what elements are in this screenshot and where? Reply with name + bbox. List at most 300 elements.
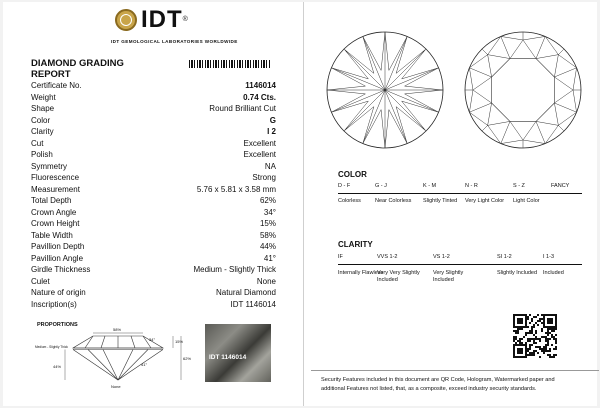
star-facet [554,77,573,103]
qr-module [541,328,543,330]
qr-module [551,328,553,330]
qr-module [531,318,533,320]
qr-module [531,326,533,328]
qr-module [543,346,545,348]
facet-line [327,90,365,94]
facet-line [405,94,439,112]
grading-value: 58% [259,230,276,240]
qr-module [551,334,553,336]
qr-module [535,332,537,334]
color-range: S - Z [513,183,525,189]
qr-module [547,334,549,336]
qr-module [533,350,535,352]
clarity-grade: SI 1-2 [497,254,512,260]
grading-row [31,207,276,219]
qr-module [541,330,543,332]
color-range: N - R [465,183,478,189]
clarity-description: Internally Flawless [338,270,384,276]
photo-inscription: IDT 1146014 [209,354,247,361]
grading-row [31,276,276,288]
qr-module [531,320,533,322]
qr-module [555,346,557,348]
grading-label: Crown Angle [31,207,77,217]
qr-module [547,338,549,340]
grading-label: Fluorescence [31,173,80,182]
qr-module [529,348,531,350]
half-facet [482,49,488,55]
proportions-title: PROPORTIONS [37,322,78,328]
facet-line [331,101,368,112]
center-fold [303,2,304,406]
facet-line [331,94,365,112]
qr-module [541,322,543,324]
qr-module [553,330,555,332]
qr-module [533,338,535,340]
color-description: Near Colorless [375,198,412,204]
registered-mark: ® [182,16,189,23]
qr-module [531,354,533,356]
grading-value: 15% [259,219,276,228]
facet-line [402,68,439,79]
qr-module [547,350,549,352]
prop-total-depth: 62% [183,356,192,361]
qr-module [527,316,529,318]
clarity-grade: VS 1-2 [433,254,450,260]
qr-module [543,336,545,338]
qr-module [539,338,541,340]
clarity-grade: IF [338,254,343,260]
grading-row [31,92,276,104]
qr-module [527,338,529,340]
star-facet [536,103,558,125]
clarity-description: Very Very Slightly Included [377,270,420,283]
qr-module [533,354,535,356]
color-scale-title: COLOR [338,170,367,179]
qr-module [519,340,521,342]
grading-label: Nature of origin [31,288,86,297]
qr-module [555,342,557,344]
qr-module [533,342,535,344]
half-facet [558,125,564,131]
qr-module [513,336,515,338]
qr-module [535,330,537,332]
qr-module [545,332,547,334]
qr-module [543,348,545,350]
grading-table [31,80,276,310]
qr-module [533,340,535,342]
qr-module [533,324,535,326]
qr-module [515,338,517,340]
qr-module [521,328,523,330]
qr-module [517,332,519,334]
grading-row [31,149,276,161]
qr-module [547,342,549,344]
qr-module [535,346,537,348]
facet-line [385,110,389,148]
qr-module [531,332,533,334]
grading-label: Clarity [31,127,54,136]
prop-table: 58% [113,327,122,332]
qr-module [537,352,539,354]
grading-value: IDT 1146014 [230,299,276,309]
grading-label: Crown Height [31,219,80,228]
facet-line [389,36,407,70]
grading-label: Symmetry [31,161,67,171]
kite-facet [554,68,576,77]
qr-module [535,342,537,344]
grading-value: Natural Diamond [215,288,276,297]
grading-value: 62% [259,196,276,205]
qr-module [549,332,551,334]
qr-module [527,318,529,320]
qr-module [555,338,557,340]
qr-module [537,338,539,340]
qr-module [541,314,543,316]
prop-culet: None [111,384,121,389]
grading-value: Excellent [243,138,276,148]
kite-facet [469,68,491,77]
facet-line [389,110,407,144]
facet-line [402,101,439,112]
grading-row [31,230,276,242]
crown-view-diagram [323,28,447,152]
brand-name: IDT [141,6,183,33]
half-facet [482,125,488,131]
qr-module [541,318,543,320]
grading-value: Excellent [243,150,276,159]
qr-module [533,352,535,354]
qr-module [521,342,523,344]
grading-label: Measurement [31,184,80,194]
grading-label: Cut [31,138,44,148]
qr-module [529,346,531,348]
qr-module [541,348,543,350]
qr-module [523,336,525,338]
grading-label: Pavillion Depth [31,242,85,251]
qr-module [541,350,543,352]
qr-module [553,354,555,356]
qr-module [517,328,519,330]
idt-logo [115,8,189,32]
qr-module [531,352,533,354]
facet-line [363,36,381,70]
qr-module [551,356,553,358]
grading-label: Color [31,115,51,125]
facet-line [331,68,365,86]
grading-row [31,103,276,115]
color-range: G - J [375,183,387,189]
facet-line [385,90,426,131]
qr-module [539,318,541,320]
qr-module [513,330,515,332]
star-facet [536,55,558,77]
color-description: Very Light Color [465,198,505,204]
qr-module [527,348,529,350]
clarity-description: Included [543,270,564,276]
qr-module [555,334,557,336]
grading-row [31,253,276,265]
clarity-grade: VVS 1-2 [377,254,398,260]
grading-value: None [256,276,276,286]
grading-value: 0.74 Cts. [243,92,276,102]
qr-module [533,326,535,328]
qr-module [519,328,521,330]
qr-module [553,348,555,350]
qr-module [525,342,527,344]
qr-module [555,354,557,356]
qr-module [539,320,541,322]
grading-value: 5.76 x 5.81 x 3.58 mm [196,184,276,194]
footer-divider [311,370,599,371]
pavilion-outline [73,350,163,381]
qr-module [545,340,547,342]
grading-value: 41° [263,253,276,263]
color-range: FANCY [551,183,570,189]
grading-value: 1146014 [245,81,276,90]
qr-module [539,346,541,348]
qr-module [515,332,517,334]
qr-module [521,338,523,340]
qr-module [515,330,517,332]
qr-module [553,356,555,358]
grading-row [31,126,276,138]
qr-module [533,334,535,336]
grading-value: NA [264,161,276,171]
grading-label: Certificate No. [31,81,82,90]
qr-module [515,336,517,338]
kite-facet [536,121,545,143]
grading-row [31,287,276,299]
kite-facet [501,121,510,143]
color-description: Slightly Tinted [423,198,458,204]
color-scale-line [338,193,582,194]
facet-line [363,107,374,144]
qr-module [543,350,545,352]
grading-row [31,299,276,311]
qr-finder [517,318,523,324]
qr-module [529,340,531,342]
qr-module [545,338,547,340]
grading-label: Total Depth [31,196,72,205]
qr-module [527,332,529,334]
qr-module [515,342,517,344]
barcode [189,60,271,68]
qr-module [555,340,557,342]
kite-facet [536,36,545,58]
qr-module [547,354,549,356]
qr-module [555,328,557,330]
grading-row [31,138,276,150]
qr-module [529,354,531,356]
grading-value: 34° [263,207,276,217]
clarity-description: Slightly Included [497,270,538,276]
qr-module [553,328,555,330]
qr-module [553,336,555,338]
qr-module [531,338,533,340]
facet-line [363,36,374,73]
qr-module [525,334,527,336]
qr-module [539,340,541,342]
facet-line [331,68,368,79]
grading-row [31,195,276,207]
qr-module [545,344,547,346]
qr-module [549,356,551,358]
qr-module [545,348,547,350]
qr-module [547,328,549,330]
qr-module [525,332,527,334]
qr-module [531,344,533,346]
qr-module [545,346,547,348]
qr-module [549,338,551,340]
qr-module [551,344,553,346]
grading-value: I 2 [267,127,276,136]
grading-row [31,80,276,92]
qr-module [513,338,515,340]
table-octagon [492,59,555,122]
grading-value: Round Brilliant Cut [209,104,276,113]
facet-line [344,90,385,131]
qr-module [539,348,541,350]
star-facet [510,121,536,140]
qr-module [535,338,537,340]
clarity-grade: I 1-3 [543,254,555,260]
facet-line [396,107,407,144]
pavilion-view-diagram [461,28,585,152]
facet-line [381,110,385,148]
qr-module [531,330,533,332]
grading-row [31,241,276,253]
qr-module [545,336,547,338]
grading-label: Table Width [31,230,73,240]
clarity-scale-title: CLARITY [338,240,373,249]
prop-pavilion-angle: 41° [141,362,148,367]
qr-module [535,316,537,318]
qr-module [529,330,531,332]
qr-module [549,348,551,350]
grading-row [31,172,276,184]
qr-module [547,344,549,346]
qr-module [529,332,531,334]
qr-module [555,348,557,350]
clarity-scale-line [338,264,582,265]
qr-module [529,338,531,340]
grading-value: 44% [259,242,276,251]
qr-module [547,330,549,332]
kite-facet [469,103,491,112]
security-note: Security Features included in this document are QR Code, Hologram, Watermarked paper and additional Features not listed, that, as a composite, exceed industry security standards. [321,377,555,392]
facet-line [381,32,385,70]
qr-module [535,336,537,338]
qr-module [549,354,551,356]
facet-line [344,49,385,90]
grading-report-sheet [3,2,597,406]
diamond-photo [205,324,271,382]
qr-module [531,328,533,330]
qr-module [535,350,537,352]
grading-value: Medium - Slightly Thick [193,265,276,274]
grading-value: Strong [252,173,276,182]
qr-module [543,352,545,354]
grading-value: G [269,115,276,125]
facet-line [363,110,381,144]
prop-girdle: Medium - Slightly Thick [35,345,68,349]
qr-module [541,336,543,338]
lab-name: IDT GEMOLOGICAL LABORATORIES WORLDWIDE [111,39,238,44]
qr-module [545,350,547,352]
qr-module [519,342,521,344]
facet-line [385,32,389,70]
qr-module [549,350,551,352]
prop-crown-height: 15% [175,339,184,344]
qr-finder [547,318,553,324]
kite-facet [501,36,510,58]
qr-module [527,350,529,352]
report-title: DIAMOND GRADING REPORT [31,58,124,80]
facet-line [405,90,443,94]
facet-line [396,36,407,73]
qr-module [539,356,541,358]
qr-module [551,330,553,332]
star-facet [488,55,510,77]
qr-module [537,324,539,326]
grading-label: Inscription(s) [31,299,77,309]
qr-module [529,344,531,346]
qr-code[interactable] [513,314,557,358]
qr-module [519,338,521,340]
grading-row [31,218,276,230]
qr-module [529,314,531,316]
grading-row [31,161,276,173]
grading-row [31,184,276,196]
qr-module [547,340,549,342]
half-facet [558,49,564,55]
facet-line [405,68,439,86]
proportions-diagram [33,326,203,390]
qr-module [535,322,537,324]
clarity-description: Very Slightly Included [433,270,464,283]
grading-label: Culet [31,276,50,286]
color-range: K - M [423,183,437,189]
qr-module [547,332,549,334]
prop-crown-angle: 34° [149,337,156,342]
grading-label: Weight [31,92,56,102]
qr-module [527,340,529,342]
kite-facet [554,103,576,112]
qr-module [517,330,519,332]
grading-row [31,115,276,127]
qr-module [537,346,539,348]
qr-module [549,328,551,330]
qr-module [533,316,535,318]
qr-module [553,338,555,340]
grading-label: Girdle Thickness [31,265,91,274]
seal-icon [115,9,137,31]
qr-module [551,336,553,338]
facet-line [327,86,365,90]
qr-module [517,340,519,342]
star-facet [510,40,536,59]
qr-module [513,340,515,342]
prop-pavilion-depth: 44% [53,364,62,369]
qr-module [529,352,531,354]
star-facet [488,103,510,125]
grading-label: Shape [31,104,55,113]
qr-module [537,320,539,322]
grading-label: Polish [31,150,53,159]
color-range: D - F [338,183,351,189]
facet-line [405,86,443,90]
qr-module [527,354,529,356]
